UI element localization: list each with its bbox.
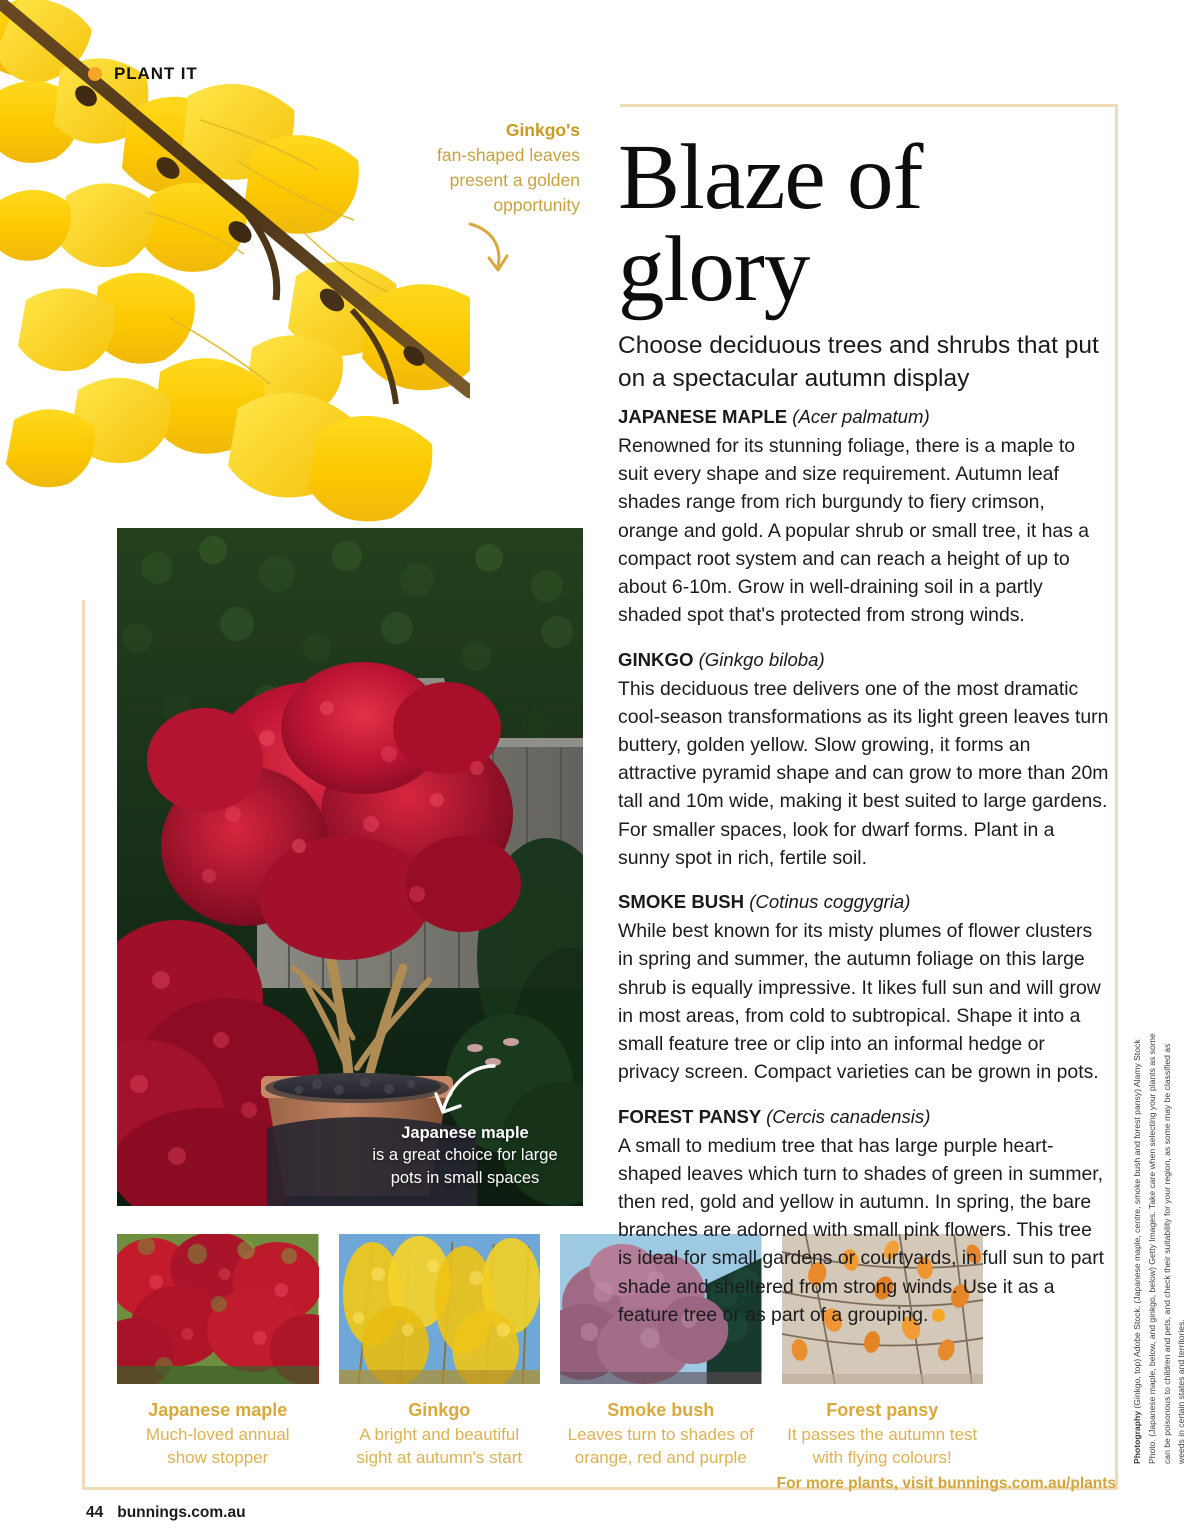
standfirst: Choose deciduous trees and shrubs that put on a spectacular autumn display [618, 332, 1099, 392]
entry-ginkgo [618, 647, 1110, 873]
hero-caption-line-3: pots in small spaces [390, 1168, 540, 1187]
article-body [618, 404, 1110, 1346]
caption-japanese-maple [117, 1400, 319, 1469]
entry-heading [618, 1104, 1110, 1131]
entry-forest-pansy [618, 1104, 1110, 1330]
entry-heading [618, 404, 1110, 431]
kicker [88, 64, 198, 84]
entry-heading [618, 647, 1110, 674]
hero-photo-japanese-maple [117, 528, 583, 1206]
caption-forest-pansy [782, 1400, 984, 1469]
entry-smoke-bush [618, 889, 1110, 1086]
entry-latin-name: (Cercis canadensis) [766, 1105, 931, 1127]
caption-line-2: with flying colours! [812, 1448, 952, 1468]
caption-title: Ginkgo [408, 1400, 471, 1420]
headline-line-2: glory [618, 218, 810, 322]
photography-credit-text [1130, 1024, 1189, 1464]
entry-latin-name: (Cotinus coggygria) [749, 891, 911, 913]
ginkgo-callout [380, 118, 580, 217]
entry-body: Renowned for its stunning foliage, there is a maple to suit every shape and size requirement. Autumn leaf shades range from rich burgundy to fiery crimson, orange and gold. A popular shrub or small tree, it has a compact root system and can reach a height of up to about 6-10m. Grow in well-draining soil in a partly shaded spot that's protected from strong winds. [618, 434, 1090, 627]
caption-line-1: A bright and beautiful [359, 1425, 520, 1444]
page-number: 44 [86, 1504, 104, 1521]
footer-more-plants-link[interactable]: For more plants, visit bunnings.com.au/plants [776, 1475, 1116, 1492]
ginkgo-callout-text: fan-shaped leaves present a golden opportunity [436, 144, 580, 215]
entry-body-text: A small to medium tree that has large purple heart-shaped leaves which turn to shades of green in summer, then red, gold and yellow in autumn. In spring, the bare branches are adorned with small pink flowers. This tree is ideal for small gardens or courtyards, in full sun to part shade and sheltered from strong winds. Use it as a feature tree or as part of a grouping. [618, 1134, 1105, 1326]
bullet-dot-icon [88, 67, 102, 81]
caption-title: Smoke bush [607, 1400, 715, 1420]
caption-title: Japanese maple [148, 1400, 288, 1420]
entry-latin-name: (Ginkgo biloba) [698, 648, 825, 670]
ginkgo-callout-lead: Ginkgo's [505, 120, 580, 140]
caption-line-2: show stopper [167, 1448, 269, 1468]
caption-title: Forest pansy [826, 1400, 939, 1420]
entry-heading [618, 889, 1110, 916]
footer-site: bunnings.com.au [117, 1504, 246, 1521]
caption-line-2: orange, red and purple [574, 1448, 747, 1468]
ginkgo-branch-photo [0, 0, 620, 600]
entry-common-name: FOREST PANSY [618, 1105, 761, 1127]
footer-left [86, 1504, 246, 1522]
caption-ginkgo [339, 1400, 541, 1469]
photography-credit [1130, 584, 1190, 1464]
hero-caption-line-2: is a great choice for large [372, 1146, 558, 1165]
caption-line-1: Much-loved annual [145, 1425, 290, 1444]
caption-line-2: sight at autumn's start [356, 1448, 523, 1468]
thumbnail-ginkgo [339, 1234, 541, 1384]
entry-body: While best known for its misty plumes of flower clusters in spring and summer, the autumn foliage on this large shrub is equally impressive. It likes full sun and will grow in most areas, from cold to subtropical. Shape it into a small feature tree or clip into an informal hedge or privacy screen. Compact varieties can be grown in pots. [618, 920, 1101, 1084]
entry-body: This deciduous tree delivers one of the most dramatic cool-season transformations as its light green leaves turn buttery, golden yellow. Slow growing, it forms an attractive pyramid shape and can grow to more than 20m tall and 10m wide, making it best suited to large gardens. For smaller spaces, look for dwarf forms. Plant in a sunny spot in rich, fertile soil. [618, 677, 1109, 869]
thumbnail-japanese-maple [117, 1234, 319, 1384]
hero-callout-arrow-icon [432, 1062, 502, 1124]
hero-caption-title: Japanese maple [401, 1124, 529, 1142]
entry-common-name: JAPANESE MAPLE [618, 406, 788, 427]
photography-credit-body: (Ginkgo, top) Adobe Stock. (Japanese maple, centre, smoke bush and forest pansy) Alamy Stock Photo. (Japanese maple, below, and ginkgo, below) Getty Images. Take care when selecting your plants as some can be poisonous to children and pets, and check their suitability for your region, as some may be classified as weeds in certain states and territories. [1132, 1033, 1187, 1464]
entry-japanese-maple [618, 404, 1110, 630]
caption-line-1: Leaves turn to shades of [567, 1425, 754, 1444]
page-title [618, 126, 1118, 322]
entry-common-name: GINKGO [618, 648, 694, 670]
entry-common-name: SMOKE BUSH [618, 891, 745, 913]
caption-smoke-bush [560, 1400, 762, 1469]
entry-body [618, 1132, 1110, 1330]
kicker-label: PLANT IT [114, 64, 198, 83]
entry-latin-name: (Acer palmatum) [792, 406, 930, 427]
headline-line-1: Blaze of [618, 126, 923, 229]
thumbnail-captions [117, 1400, 983, 1469]
end-of-article-dot-icon [932, 1309, 945, 1322]
hero-photo-caption [340, 1122, 590, 1189]
photography-credit-label: Photography [1132, 1411, 1142, 1464]
curved-arrow-icon [462, 222, 512, 278]
caption-line-1: It passes the autumn test [787, 1425, 978, 1444]
